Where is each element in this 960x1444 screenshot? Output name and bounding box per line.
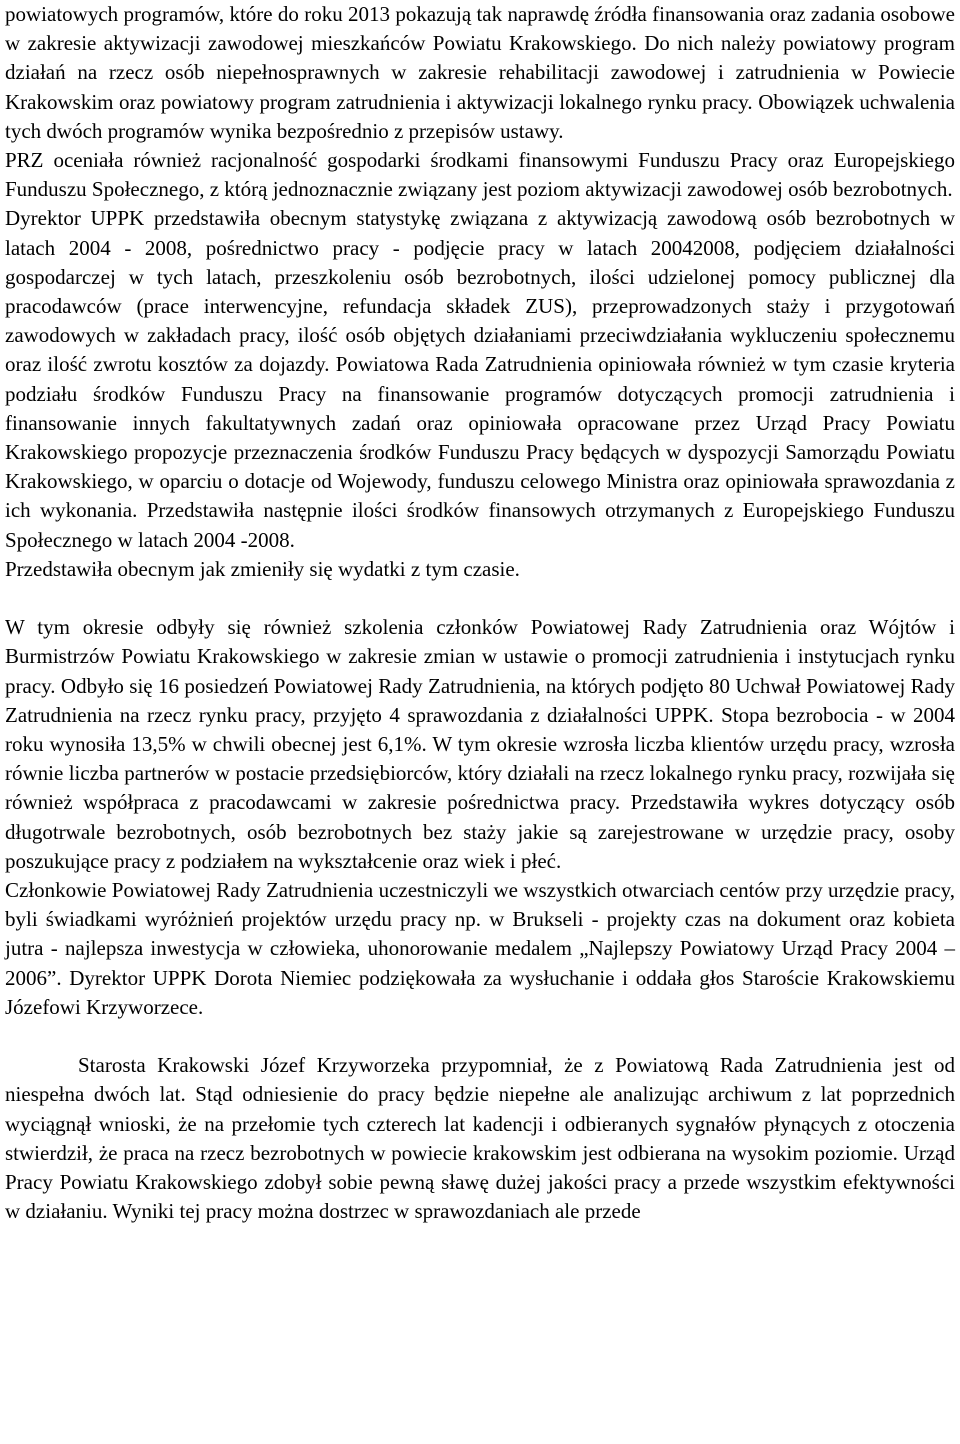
- paragraph-programs: powiatowych programów, które do roku 2013 pokazują tak naprawdę źródła finansowania oraz zadania osobowe w zakresie aktywizacji zawodowej mieszkańców Powiatu Krakowskiego. Do nich należy powiatowy program działań na rzecz osób niepełnosprawnych w zakresie rehabilitacji zawodowej i zatrudnienia w Powiecie Krakowskim oraz powiatowy program zatrudnienia i aktywizacji lokalnego rynku pracy. Obowiązek uchwalenia tych dwóch programów wynika bezpośrednio z przepisów ustawy.: [5, 2, 955, 143]
- paragraph-director-statistics: Dyrektor UPPK przedstawiła obecnym statystykę związana z aktywizacją zawodową osób bezrobotnych w latach 2004 - 2008, pośrednictwo pracy - podjęcie pracy w latach 20042008, podjęciem działalności gospodarczej w tych latach, przeszkoleniu osób bezrobotnych, ilości udzielonej pomocy publicznej dla pracodawców (prace interwencyjne, refundacja składek ZUS), przeprowadzonych staży i przygotowań zawodowych w zakładach pracy, ilość osób objętych działaniami przeciwdziałania wykluczeniu społecznemu oraz ilość zwrotu kosztów za dojazdy. Powiatowa Rada Zatrudnienia opiniowała również w tym czasie kryteria podziału środków Funduszu Pracy na finansowanie programów dotyczących promocji zatrudnienia i finansowanie innych fakultatywnych zadań oraz opiniowała opracowane przez Urząd Pracy Powiatu Krakowskiego propozycje przeznaczenia środków Funduszu Pracy będących w dyspozycji Samorządu Powiatu Krakowskiego, w oparciu o dotacje od Wojewody, funduszu celowego Ministra oraz opiniowała sprawozdania z ich wykonania. Przedstawiła następnie ilości środków finansowych otrzymanych z Europejskiego Funduszu Społecznego w latach 2004 -2008.: [5, 206, 955, 552]
- paragraph-starosta: Starosta Krakowski Józef Krzyworzeka przypomniał, że z Powiatową Rada Zatrudnienia jest od niespełna dwóch lat. Stąd odniesienie do pracy będzie niepełne ale analizując archiwum z lat poprzednich wyciągnął wnioski, że na przełomie tych czterech lat kadencji i odbieranych sygnałów płynących z otoczenia stwierdził, że praca na rzecz bezrobotnych w powiecie krakowskim jest odbierana na wysokim poziomie. Urząd Pracy Powiatu Krakowskiego zdobył sobie pewną sławę dużej jakości pracy a przede wszystkim efektywności w działaniu. Wyniki tej pracy można dostrzec w sprawozdaniach ale przede: [5, 1053, 955, 1224]
- paragraph-expenses: Przedstawiła obecnym jak zmieniły się wydatki z tym czasie.: [5, 556, 520, 581]
- paragraph-prz-finances: PRZ oceniała również racjonalność gospodarki środkami finansowymi Funduszu Pracy oraz Europejskiego Funduszu Społecznego, z którą jednoznacznie związany jest poziom aktywizacji zawodowej osób bezrobotnych.: [5, 148, 955, 202]
- paragraph-council-members: Członkowie Powiatowej Rady Zatrudnienia uczestniczyli we wszystkich otwarciach centów przy urzędzie pracy, byli świadkami wyróżnień projektów urzędu pracy np. w Brukseli - projekty czas na dokument oraz kobieta jutra - najlepsza inwestycja w człowieka, uhonorowanie medalem „Najlepszy Powiatowy Urząd Pracy 2004 – 2006”. Dyrektor UPPK Dorota Niemiec podziękowała za wysłuchanie i oddała głos Staroście Krakowskiemu Józefowi Krzyworzece.: [5, 878, 955, 1019]
- document-page: [5, 0, 955, 1227]
- paragraph-trainings: W tym okresie odbyły się również szkolenia członków Powiatowej Rady Zatrudnienia oraz Wójtów i Burmistrzów Powiatu Krakowskiego w zakresie zmian w ustawie o promocji zatrudnienia i instytucjach rynku pracy. Odbyło się 16 posiedzeń Powiatowej Rady Zatrudnienia, na których podjęto 80 Uchwał Powiatowej Rady Zatrudnienia na rzecz rynku pracy, przyjęto 4 sprawozdania z działalności UPPK. Stopa bezrobocia - w 2004 roku wynosiła 13,5% w chwili obecnej jest 6,1%. W tym okresie wzrosła liczba klientów urzędu pracy, wzrosła równie liczba partnerów w postacie przedsiębiorców, który działali na rzecz lokalnego rynku pracy, rozwijała się również współpraca z pracodawcami w zakresie pośrednictwa pracy. Przedstawiła wykres dotyczący osób długotrwale bezrobotnych, osób bezrobotnych bez staży jakie są zarejestrowane w urzędzie pracy, osoby poszukujące pracy z podziałem na wykształcenie oraz wiek i płeć.: [5, 615, 955, 873]
